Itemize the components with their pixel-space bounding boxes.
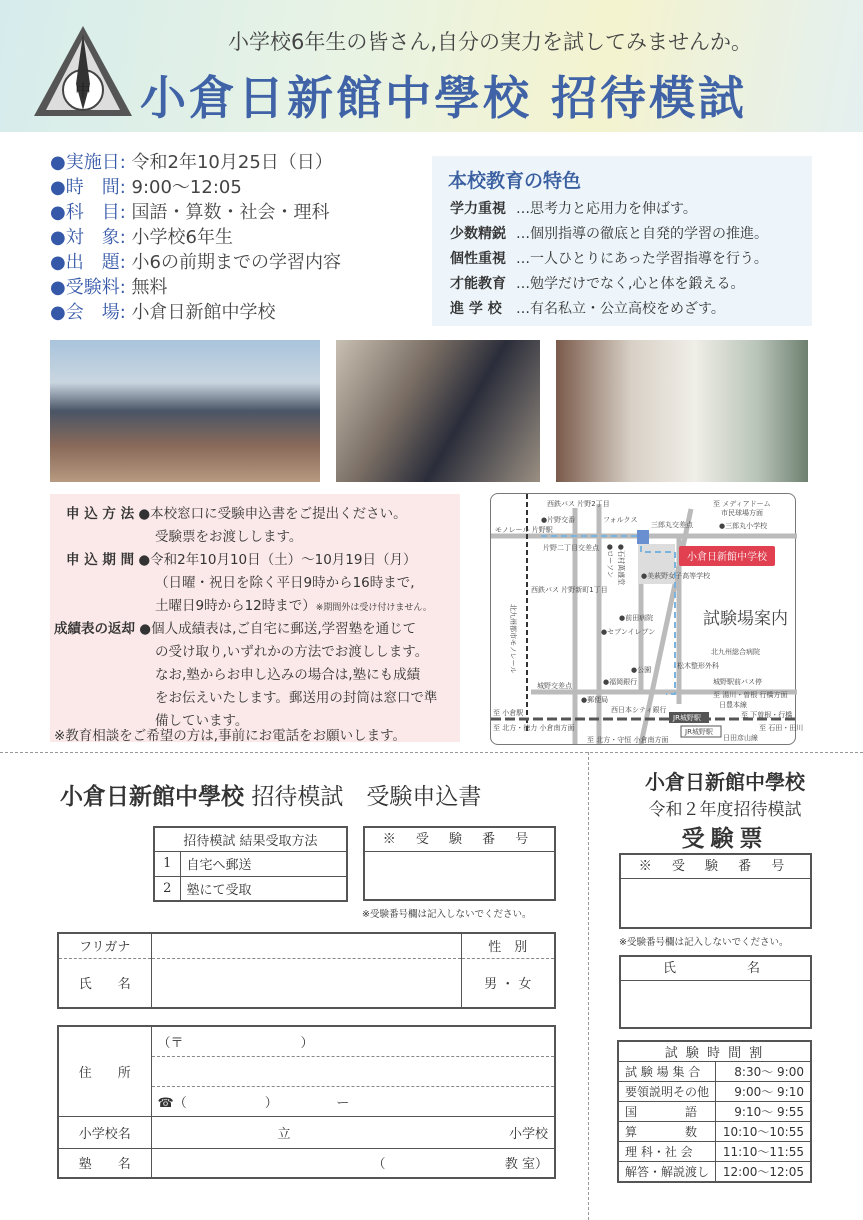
title-suffix: 招待模試 xyxy=(551,71,748,125)
map-label: 至 北方・守恒 小倉南方面 xyxy=(587,736,669,744)
map-label: ●三郎丸小学校 xyxy=(719,522,768,530)
map-label: 松木整形外科 xyxy=(677,662,719,670)
option-number: 2 xyxy=(154,876,180,901)
elem-mid: 立 xyxy=(277,1126,291,1142)
schedule-time: 11:10〜11:55 xyxy=(716,1142,811,1162)
header-subtitle: 小学校6年生の皆さん,自分の実力を試してみませんか。 xyxy=(227,30,753,54)
feature-key: 学力重視 xyxy=(450,201,506,217)
svg-text:中: 中 xyxy=(74,81,92,100)
info-row: ●科 目: 国語・算数・社会・理科 xyxy=(50,202,330,223)
info-row: ●出 題: 小6の前期までの学習内容 xyxy=(50,252,341,273)
method-header: 招待模試 結果受取方法 xyxy=(154,827,347,851)
info-value: 9:00〜12:05 xyxy=(131,177,242,198)
method-text: 受験票をお渡しします。 xyxy=(155,529,303,545)
feature-key: 進 学 校 xyxy=(450,301,502,317)
info-row: ●受験料: 無料 xyxy=(50,277,168,298)
schedule-time: 12:00〜12:05 xyxy=(716,1162,811,1182)
method-label: 申 込 方 法 xyxy=(66,506,135,522)
name-table xyxy=(57,932,556,1009)
access-map xyxy=(490,493,804,745)
schedule-title: 試 験 時 間 割 xyxy=(618,1041,811,1062)
ticket-title: 受験票 xyxy=(681,825,769,852)
feature-key: 才能教育 xyxy=(450,276,506,292)
map-label: 城野交差点 xyxy=(537,682,572,690)
bullet-icon: ● xyxy=(50,202,66,223)
ticket-name-box[interactable] xyxy=(619,955,812,1029)
map-label: ●片野交番 xyxy=(541,516,576,524)
photo-students-mountain xyxy=(50,340,320,482)
exam-info-list xyxy=(50,150,341,325)
schedule-time: 9:10〜 9:55 xyxy=(716,1102,811,1122)
schedule-item: 解答・解説渡し xyxy=(618,1162,716,1182)
period-label: 申 込 期 間 xyxy=(66,552,135,568)
map-label: 日田彦山線 xyxy=(723,734,758,742)
feature-item xyxy=(450,223,768,243)
schedule-item: 要領説明その他 xyxy=(618,1082,716,1102)
cut-line-horizontal xyxy=(0,752,863,753)
map-label: 至 湯川・曽根 行橋方面 xyxy=(713,691,788,699)
map-label: 三郎丸交差点 xyxy=(651,521,693,529)
option-text: 自宅へ郵送 xyxy=(180,851,347,876)
feature-item xyxy=(450,248,768,268)
features-box xyxy=(432,156,812,326)
info-row: ●実施日: 令和2年10月25日（日） xyxy=(50,152,333,173)
exam-number-note: ※受験番号欄は記入しないでください。 xyxy=(362,909,532,920)
schedule-item: 国 語 xyxy=(618,1102,716,1122)
features-title: 本校教育の特色 xyxy=(448,170,582,192)
name-field[interactable] xyxy=(151,958,461,1008)
gender-field[interactable]: 男 ・ 女 xyxy=(461,958,555,1008)
map-label: 至 石田・田川 xyxy=(759,724,804,732)
name-label: 氏 名 xyxy=(58,958,151,1008)
phone-field[interactable]: ☎（ ） ー xyxy=(151,1086,555,1116)
feature-text: …思考力と応用力を伸ばす。 xyxy=(516,201,697,217)
return-text: 備しています。 xyxy=(155,713,249,729)
schedule-time: 9:00〜 9:10 xyxy=(716,1082,811,1102)
schedule-row xyxy=(618,1082,811,1102)
schedule-row xyxy=(618,1142,811,1162)
feature-item xyxy=(450,273,744,293)
schedule-time: 8:30〜 9:00 xyxy=(716,1062,811,1082)
map-label: ●前田病院 xyxy=(619,614,654,622)
return-label: 成績表の返却 xyxy=(54,621,135,637)
result-method-table xyxy=(153,826,348,902)
return-text: をお伝えいたします。郵送用の封筒は窓口で準 xyxy=(155,690,438,706)
school-name: 小倉日新館中學校 xyxy=(140,71,532,125)
form-school: 小倉日新館中學校 xyxy=(60,783,244,810)
feature-key: 少数精鋭 xyxy=(450,226,506,242)
option-number: 1 xyxy=(154,851,180,876)
schedule-table xyxy=(617,1040,812,1183)
info-label: 受験料 xyxy=(65,277,120,298)
info-label: 時 間 xyxy=(65,177,120,198)
info-label: 実施日 xyxy=(65,152,120,173)
map-label: フォルクス xyxy=(603,516,638,524)
map-title: 試験場案内 xyxy=(703,609,788,629)
period-note: ※期間外は受け付けません。 xyxy=(315,603,432,613)
furigana-label: フリガナ xyxy=(58,933,151,958)
map-label: 日豊本線 xyxy=(719,701,747,709)
map-label: 北九州総合病院 xyxy=(711,648,760,656)
return-text: ●個人成績表は,ご自宅に郵送,学習塾を通じて xyxy=(139,621,417,637)
bullet-icon: ● xyxy=(50,152,66,173)
map-label: ●福岡銀行 xyxy=(603,678,638,686)
map-label: 片野二丁目交差点 xyxy=(543,544,599,552)
info-value: 令和2年10月25日（日） xyxy=(131,152,333,173)
map-label: ●公園 xyxy=(631,666,652,674)
ticket-school: 小倉日新館中學校 xyxy=(645,770,805,794)
info-label: 対 象 xyxy=(65,227,120,248)
juku-field[interactable] xyxy=(151,1148,555,1178)
info-row: ●時 間: 9:00〜12:05 xyxy=(50,177,242,198)
cut-line-vertical xyxy=(588,752,589,1220)
ticket-exam-number-note: ※受験番号欄は記入しないでください。 xyxy=(619,937,789,948)
info-row: ●対 象: 小学校6年生 xyxy=(50,227,233,248)
school-logo-icon xyxy=(32,24,134,120)
furigana-field[interactable] xyxy=(151,933,461,958)
info-label: 科 目 xyxy=(65,202,120,223)
elem-end: 小学校 xyxy=(508,1126,548,1142)
header-banner xyxy=(0,0,863,132)
schedule-row xyxy=(618,1102,811,1122)
consultation-note: ※教育相談をご希望の方は,事前にお電話をお願いします。 xyxy=(54,728,407,744)
photo-students-walking xyxy=(556,340,808,482)
address-field[interactable] xyxy=(151,1056,555,1086)
elementary-field[interactable] xyxy=(151,1116,555,1148)
info-value: 小学校6年生 xyxy=(131,227,233,248)
schedule-time: 10:10〜10:55 xyxy=(716,1122,811,1142)
map-label: ●美萩野女子高等学校 xyxy=(641,572,711,580)
map-label: 西日本シティ銀行 xyxy=(611,706,667,714)
bullet-icon: ● xyxy=(50,302,66,323)
info-value: 無料 xyxy=(131,277,168,298)
schedule-item: 理 科・社 会 xyxy=(618,1142,716,1162)
period-text: ●令和2年10月10日（土）〜10月19日（月） xyxy=(138,552,417,568)
period-text: 土曜日9時から12時まで） xyxy=(155,598,316,614)
map-label: JR城野駅 xyxy=(673,714,701,722)
info-value: 小倉日新館中学校 xyxy=(131,302,276,323)
map-label: 北九州都市モノレール xyxy=(509,604,517,674)
feature-key: 個性重視 xyxy=(450,251,506,267)
bullet-icon: ● xyxy=(50,227,66,248)
form-title xyxy=(60,778,481,811)
map-label: ●石村萬盛堂 xyxy=(617,544,625,586)
photo-student-classroom xyxy=(336,340,540,482)
juku-mid: （ xyxy=(372,1157,386,1173)
map-label: 至 下曽根・行橋 xyxy=(741,711,793,719)
period-text: （日曜・祝日を除く平日9時から16時まで, xyxy=(155,575,415,591)
schedule-row xyxy=(618,1122,811,1142)
schedule-row xyxy=(618,1062,811,1082)
address-label: 住 所 xyxy=(58,1026,151,1116)
map-label: ●セブンイレブン xyxy=(601,628,656,636)
map-label: 至 北方・徳力 小倉南方面 xyxy=(493,724,575,732)
bullet-icon: ● xyxy=(50,177,66,198)
juku-end: 教 室） xyxy=(504,1157,548,1173)
bullet-icon: ● xyxy=(50,277,66,298)
page-title xyxy=(140,62,747,128)
elementary-label: 小学校名 xyxy=(58,1116,151,1148)
map-label: 城野駅前バス停 xyxy=(713,678,762,686)
ticket-exam-number-box xyxy=(619,853,812,929)
feature-item xyxy=(450,298,725,318)
application-info xyxy=(50,494,460,742)
feature-text: …有名私立・公立高校をめざす。 xyxy=(516,301,725,317)
form-title-text: 招待模試 受験申込書 xyxy=(251,784,482,810)
info-row: ●会 場: 小倉日新館中学校 xyxy=(50,302,276,323)
map-label: 市民球場方面 xyxy=(721,509,763,517)
map-label: 至 小倉駅 xyxy=(493,709,524,717)
ticket-year: 令和２年度招待模試 xyxy=(648,800,802,820)
map-school-label: 小倉日新館中学校 xyxy=(687,552,767,563)
schedule-item: 算 数 xyxy=(618,1122,716,1142)
map-label: JR城野駅 xyxy=(685,728,713,736)
exam-number-header: ※ 受 験 番 号 xyxy=(365,828,554,852)
map-label: ●ローソン xyxy=(606,544,614,578)
return-text: の受け取り,いずれかの方法でお渡しします。 xyxy=(155,644,429,660)
method-option[interactable] xyxy=(154,876,347,901)
gender-label: 性 別 xyxy=(461,933,555,958)
postal-field[interactable]: （〒 ） xyxy=(151,1026,555,1056)
info-label: 出 題 xyxy=(65,252,120,273)
return-text: なお,塾からお申し込みの場合は,塾にも成績 xyxy=(155,667,421,683)
map-label: 至 メディアドーム xyxy=(713,500,771,508)
bullet-icon: ● xyxy=(50,252,66,273)
feature-text: …個別指導の徹底と自発的学習の推進。 xyxy=(516,226,768,242)
ticket-exam-number-header: ※ 受 験 番 号 xyxy=(621,855,810,879)
option-text: 塾にて受取 xyxy=(180,876,347,901)
method-option[interactable] xyxy=(154,851,347,876)
info-label: 会 場 xyxy=(65,302,120,323)
address-table xyxy=(57,1025,556,1179)
ticket-name-header: 氏 名 xyxy=(621,957,810,981)
method-text: ●本校窓口に受験申込書をご提出ください。 xyxy=(138,506,407,522)
feature-item xyxy=(450,198,697,218)
map-label: モノレール 片野駅 xyxy=(495,526,553,534)
feature-text: …勉学だけでなく,心と体を鍛える。 xyxy=(516,276,745,292)
schedule-item: 試 験 場 集 合 xyxy=(618,1062,716,1082)
map-label: ●郵便局 xyxy=(581,696,609,704)
exam-number-box xyxy=(363,826,556,901)
info-value: 小6の前期までの学習内容 xyxy=(131,252,341,273)
map-label: 西鉄バス 片野新町1丁目 xyxy=(531,586,608,594)
juku-label: 塾 名 xyxy=(58,1148,151,1178)
feature-text: …一人ひとりにあった学習指導を行う。 xyxy=(516,251,768,267)
map-label: 西鉄バス 片野2丁目 xyxy=(547,500,610,508)
info-value: 国語・算数・社会・理科 xyxy=(131,202,330,223)
schedule-row xyxy=(618,1162,811,1182)
